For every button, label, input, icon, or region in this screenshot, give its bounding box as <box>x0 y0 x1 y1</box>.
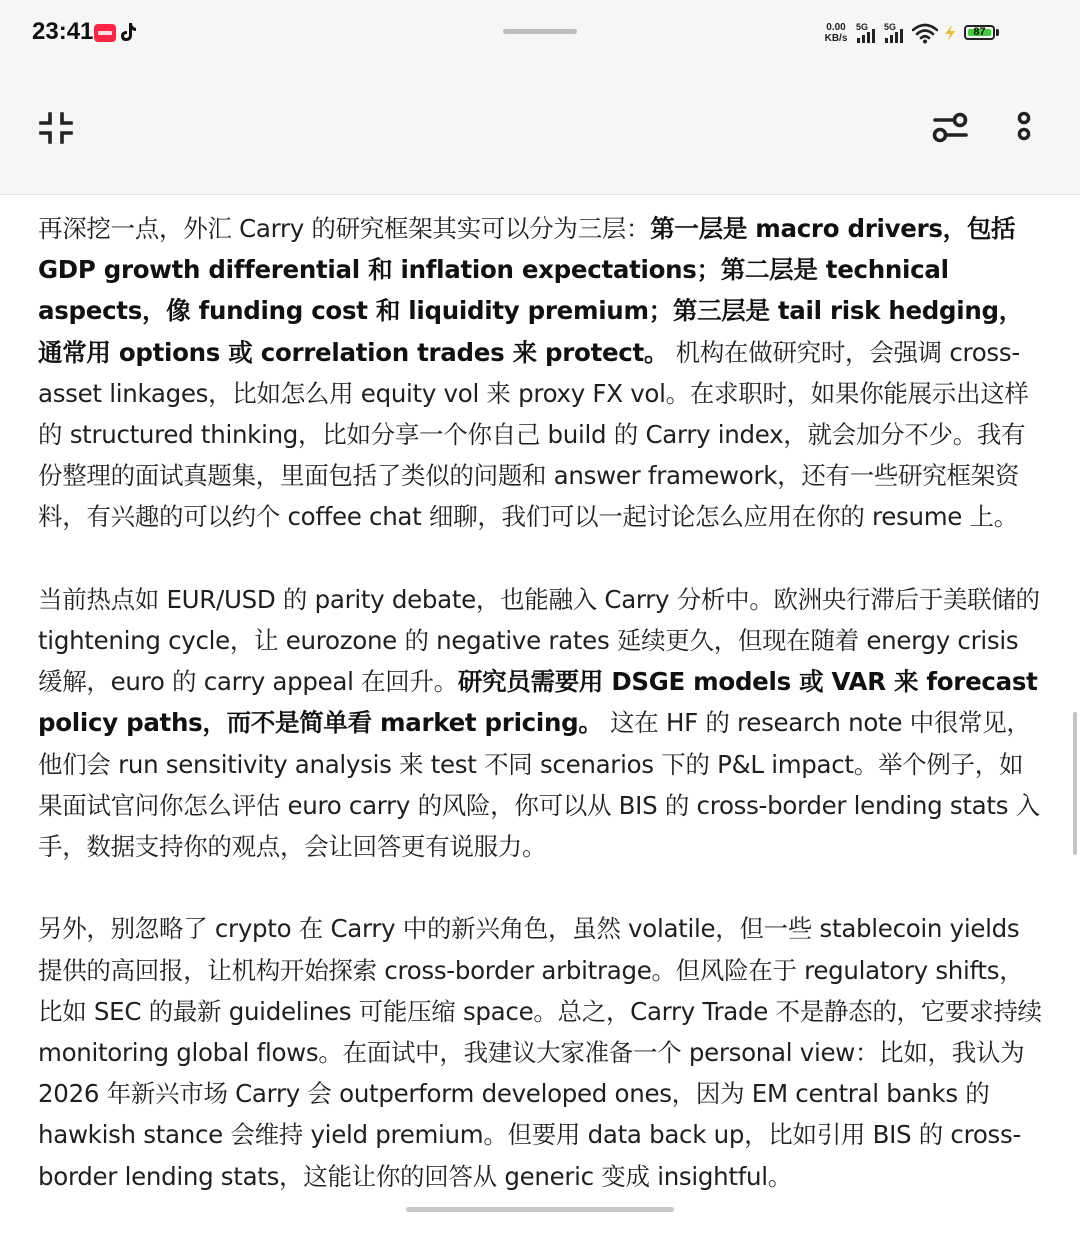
top-drag-handle[interactable] <box>503 29 577 34</box>
article-body <box>38 208 1042 1238</box>
paragraph-text: 另外，别忽略了 crypto 在 Carry 中的新兴角色，虽然 volatile，但一些 stablecoin yields 提供的高回报，让机构开始探索 cross-border arbitrage。但风险在于 regulatory shifts，比如 SEC 的最新 guidelines 可能压缩 space。总之，Carry Trade 不是静态的，它要求持续 monitoring global flows。在面试中，我建议大家准备一个 personal view：比如，我认为 2026 年新兴市场 Carry 会 outperform developed ones，因为 EM central banks 的 hawkish stance 会维持 yield premium。但要用 data back up，比如引用 BIS 的 cross-border lending stats，这能让你的回答从 generic 变成 insightful。 <box>38 914 1042 1191</box>
paragraph-bold-text: 第一层是 macro drivers，包括 GDP growth differential 和 inflation expectations；第二层是 technical aspects，像 funding cost 和 liquidity premium；第三层是 tail risk hedging，通常用 options 或 correlation trades 来 protect。 <box>38 214 1023 367</box>
settings-sliders-icon <box>926 137 974 156</box>
battery-level: 87 <box>973 26 986 38</box>
paragraph-text: 再深挖一点，外汇 Carry 的研究框架其实可以分为三层： <box>38 214 651 243</box>
collapse-fullscreen-icon <box>32 137 80 156</box>
sim2-label: 5G <box>884 22 897 32</box>
paragraph-text: 这在 HF 的 research note 中很常见，他们会 run sensitivity analysis 来 test 不同 scenarios 下的 P&L impact。举个例子，如果面试官问你怎么评估 euro carry 的风险，你可以从 BIS 的 cross-border lending stats 入手，数据支持你的观点，会让回答更有说服力。 <box>38 708 1040 862</box>
status-time: 23:41 <box>32 18 94 45</box>
network-speed <box>822 22 850 44</box>
tiktok-icon <box>120 22 142 40</box>
paragraph-bold-text: 研究员需要用 DSGE models 或 VAR 来 forecast policy paths，而不是简单看 market pricing。 <box>38 667 1038 738</box>
top-bar <box>0 0 1080 195</box>
article-paragraph-3 <box>38 908 1042 1196</box>
charging-icon <box>942 24 958 46</box>
paragraph-text: 机构在做研究时，会强调 cross-asset linkages，比如怎么用 equity vol 来 proxy FX vol。在求职时，如果你能展示出这样的 structured thinking，比如分享一个你自己 build 的 Carry index，就会加分不少。我有份整理的面试真题集，里面包括了类似的问题和 answer framework，还有一些研究框架资料，有兴趣的可以约个 coffee chat 细聊，我们可以一起讨论怎么应用在你的 resume 上。 <box>38 337 1029 532</box>
article-paragraph-2 <box>38 579 1042 867</box>
collapse-fullscreen-button[interactable] <box>32 104 80 152</box>
battery-icon <box>964 25 995 40</box>
paragraph-text: 当前热点如 EUR/USD 的 parity debate，也能融入 Carry 分析中。欧洲央行滞后于美联储的 tightening cycle，让 eurozone 的 negative rates 延续更久，但现在随着 energy crisis 缓解，euro 的 carry appeal 在回升。 <box>38 584 1040 697</box>
settings-button[interactable] <box>926 104 974 152</box>
status-bar <box>0 0 1080 66</box>
wifi-icon <box>912 22 938 48</box>
sim1-label: 5G <box>856 22 869 32</box>
network-speed-unit: KB/s <box>824 33 848 44</box>
home-indicator[interactable] <box>406 1207 674 1212</box>
xiaohongshu-app-icon <box>94 24 116 42</box>
more-options-button[interactable] <box>1000 104 1048 152</box>
battery-terminal <box>996 29 999 36</box>
scrollbar[interactable] <box>1073 712 1077 855</box>
network-speed-value: 0.00 <box>826 22 846 33</box>
article-paragraph-1 <box>38 208 1042 538</box>
more-vertical-icon <box>1000 137 1048 156</box>
